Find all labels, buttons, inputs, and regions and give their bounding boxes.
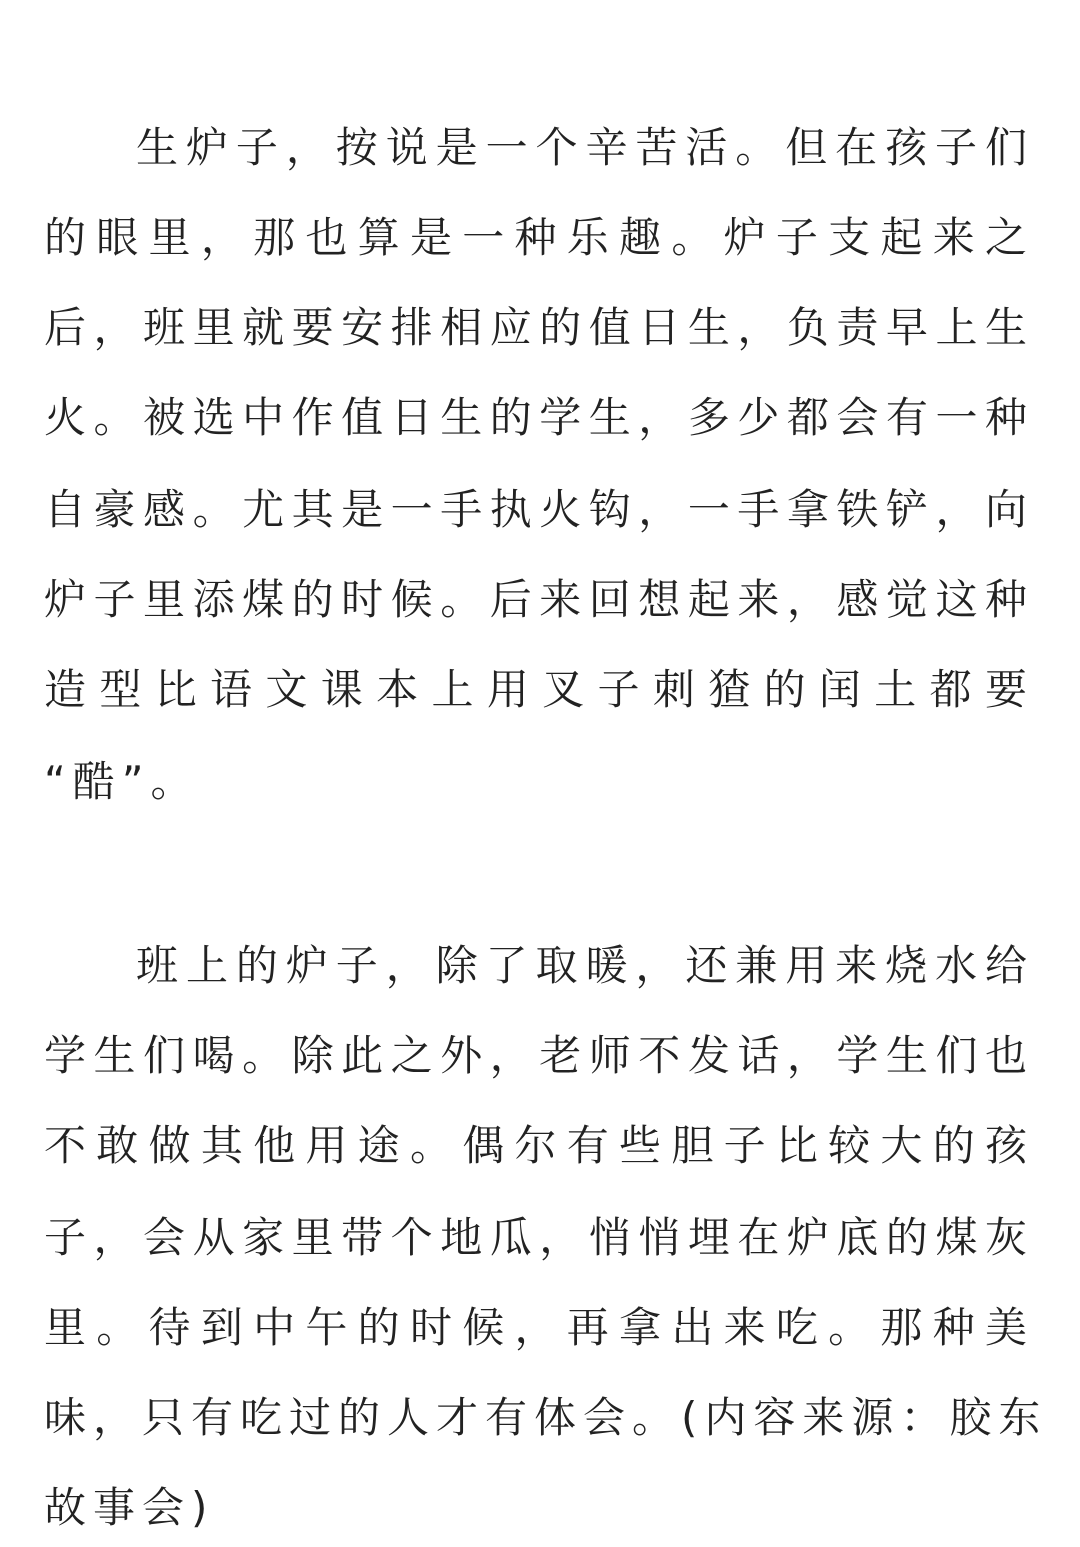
text-line: 学生们喝。除此之外，老师不发话，学生们也 [44,1031,1034,1080]
text-line: 生炉子，按说是一个辛苦活。但在孩子们 [136,123,1034,172]
text-line: 自豪感。尤其是一手执火钩，一手拿铁铲，向 [44,485,1034,534]
text-line: 后，班里就要安排相应的值日生，负责早上生 [44,303,1034,352]
text-line: “酷”。 [44,757,200,806]
text-line: 里。待到中午的时候，再拿出来吃。那种美 [44,1303,1034,1352]
text-line: 味，只有吃过的人才有体会。(内容来源：胶东 [44,1393,1048,1442]
text-line: 不敢做其他用途。偶尔有些胆子比较大的孩 [44,1121,1034,1170]
text-line: 的眼里，那也算是一种乐趣。炉子支起来之 [44,213,1034,262]
text-line: 造型比语文课本上用叉子刺猹的闰土都要 [44,665,1034,714]
text-line: 火。被选中作值日生的学生，多少都会有一种 [44,393,1034,442]
text-line: 子，会从家里带个地瓜，悄悄埋在炉底的煤灰 [44,1213,1034,1262]
text-line: 班上的炉子，除了取暖，还兼用来烧水给 [136,941,1034,990]
text-line: 故事会) [44,1483,215,1532]
text-line: 炉子里添煤的时候。后来回想起来，感觉这种 [44,575,1034,624]
